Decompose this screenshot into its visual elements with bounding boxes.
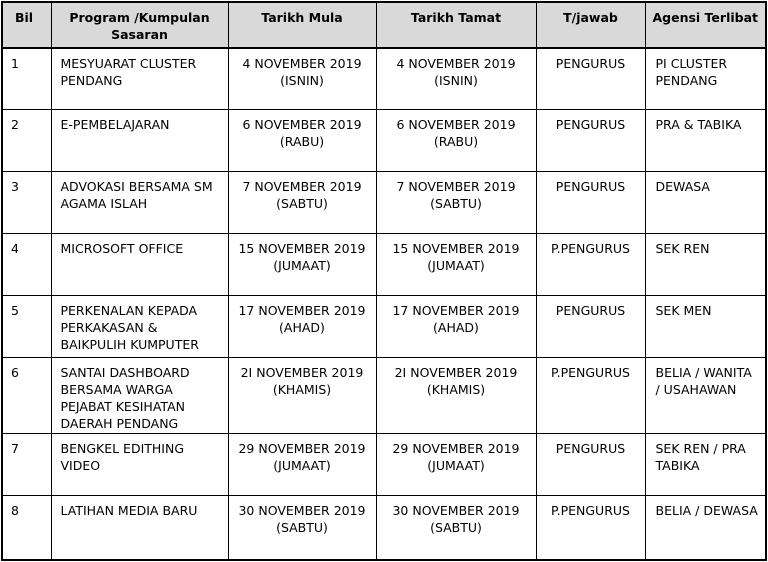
header-agency: Agensi Terlibat [645, 2, 766, 48]
cell-end-date-line: 30 NOVEMBER 2019 [392, 502, 520, 518]
cell-agency-line: BELIA / DEWASA [655, 502, 758, 518]
cell-program-line: PENDANG [60, 73, 123, 88]
cell-end-date [376, 295, 536, 357]
cell-end-date-line: (AHAD) [433, 319, 479, 335]
cell-end-date-line: (ISNIN) [434, 73, 478, 88]
cell-start-date [228, 433, 376, 495]
cell-end-date-line: 2I NOVEMBER 2019 [394, 364, 518, 380]
cell-program-line: PERKAKASAN & [60, 319, 158, 335]
cell-program [51, 295, 228, 357]
cell-end-date [376, 433, 536, 495]
cell-agency [645, 357, 766, 433]
cell-program-line: SANTAI DASHBOARD [60, 364, 190, 380]
cell-program-line: VIDEO [60, 457, 101, 473]
cell-responsible: P.PENGURUS [536, 495, 645, 560]
cell-bil: 6 [2, 357, 51, 433]
cell-agency [645, 433, 766, 495]
schedule-table [1, 1, 767, 561]
cell-agency-line: SEK REN / PRA [655, 440, 746, 456]
cell-start-date-line: 7 NOVEMBER 2019 [242, 178, 362, 194]
cell-agency-line: TABIKA [655, 457, 700, 473]
cell-agency-line: SEK MEN [655, 302, 712, 318]
cell-agency [645, 495, 766, 560]
header-program [51, 2, 228, 48]
cell-end-date [376, 233, 536, 295]
cell-bil: 1 [2, 48, 51, 109]
cell-program-line: BAIKPULIH KUMPUTER [60, 336, 199, 352]
cell-start-date-line: 17 NOVEMBER 2019 [238, 302, 366, 318]
cell-start-date [228, 171, 376, 233]
cell-end-date-line: (RABU) [433, 133, 479, 149]
cell-start-date [228, 495, 376, 560]
cell-end-date-line: (JUMAAT) [427, 457, 485, 473]
cell-end-date [376, 171, 536, 233]
cell-bil: 7 [2, 433, 51, 495]
table-row [2, 295, 766, 357]
table-row [2, 495, 766, 560]
cell-agency-line: PI CLUSTER [655, 56, 728, 71]
cell-program [51, 433, 228, 495]
cell-start-date-line: (JUMAAT) [273, 457, 331, 473]
table-header [2, 2, 766, 48]
table-row [2, 171, 766, 233]
cell-start-date-line: (KHAMIS) [272, 381, 332, 397]
header-end-date: Tarikh Tamat [376, 2, 536, 48]
cell-start-date [228, 233, 376, 295]
header-responsible: T/jawab [536, 2, 645, 48]
cell-end-date-line: (JUMAAT) [427, 257, 485, 273]
cell-responsible: PENGURUS [536, 48, 645, 109]
cell-agency-line: DEWASA [655, 178, 710, 194]
cell-start-date-line: 29 NOVEMBER 2019 [238, 440, 366, 456]
cell-start-date-line: 4 NOVEMBER 2019 [242, 56, 362, 71]
cell-responsible: PENGURUS [536, 433, 645, 495]
cell-end-date-line: (SABTU) [430, 519, 482, 535]
cell-agency [645, 109, 766, 171]
cell-agency-line: BELIA / WANITA [655, 364, 752, 380]
cell-start-date-line: 6 NOVEMBER 2019 [242, 116, 362, 132]
cell-responsible: P.PENGURUS [536, 357, 645, 433]
cell-start-date-line: (JUMAAT) [273, 257, 331, 273]
cell-end-date-line: (KHAMIS) [426, 381, 486, 397]
cell-program [51, 233, 228, 295]
cell-start-date-line: (SABTU) [276, 195, 328, 211]
cell-program [51, 171, 228, 233]
header-start-date: Tarikh Mula [228, 2, 376, 48]
cell-end-date [376, 495, 536, 560]
cell-end-date [376, 357, 536, 433]
cell-bil: 5 [2, 295, 51, 357]
cell-end-date-line: 6 NOVEMBER 2019 [396, 116, 516, 132]
cell-start-date [228, 109, 376, 171]
cell-program-line: AGAMA ISLAH [60, 195, 148, 211]
table-row [2, 233, 766, 295]
cell-bil: 4 [2, 233, 51, 295]
cell-end-date-line: 17 NOVEMBER 2019 [392, 302, 520, 318]
cell-responsible: PENGURUS [536, 171, 645, 233]
cell-end-date-line: 29 NOVEMBER 2019 [392, 440, 520, 456]
cell-program-line: ADVOKASI BERSAMA SM [60, 178, 213, 194]
table-body [2, 48, 766, 560]
header-program-line1: Program /Kumpulan [69, 10, 210, 25]
cell-program-line: PEJABAT KESIHATAN [60, 398, 185, 414]
cell-responsible: P.PENGURUS [536, 233, 645, 295]
header-row [2, 2, 766, 48]
table-row [2, 357, 766, 433]
cell-end-date-line: 4 NOVEMBER 2019 [396, 56, 516, 71]
cell-agency [645, 171, 766, 233]
header-bil: Bil [2, 2, 51, 48]
cell-bil: 8 [2, 495, 51, 560]
cell-program-line: BENGKEL EDITHING [60, 440, 185, 456]
cell-program [51, 48, 228, 109]
cell-start-date-line: (ISNIN) [280, 73, 324, 88]
cell-responsible: PENGURUS [536, 295, 645, 357]
cell-start-date [228, 357, 376, 433]
cell-program-line: MESYUARAT CLUSTER [60, 56, 197, 71]
cell-bil: 3 [2, 171, 51, 233]
cell-end-date [376, 48, 536, 109]
cell-bil: 2 [2, 109, 51, 171]
cell-start-date-line: (SABTU) [276, 519, 328, 535]
cell-agency [645, 295, 766, 357]
cell-agency-line: PENDANG [655, 73, 718, 88]
cell-program-line: BERSAMA WARGA [60, 381, 173, 397]
cell-start-date-line: (AHAD) [279, 319, 325, 335]
header-program-line2: Sasaran [111, 27, 168, 42]
cell-start-date-line: (RABU) [279, 133, 325, 149]
table-row [2, 433, 766, 495]
cell-end-date-line: (SABTU) [430, 195, 482, 211]
cell-start-date-line: 15 NOVEMBER 2019 [238, 240, 366, 256]
cell-start-date-line: 2I NOVEMBER 2019 [240, 364, 364, 380]
cell-end-date [376, 109, 536, 171]
cell-responsible: PENGURUS [536, 109, 645, 171]
cell-program [51, 495, 228, 560]
cell-program-line: E-PEMBELAJARAN [60, 116, 170, 132]
cell-agency-line: PRA & TABIKA [655, 116, 742, 132]
cell-program [51, 357, 228, 433]
cell-end-date-line: 15 NOVEMBER 2019 [392, 240, 520, 256]
cell-program-line: MICROSOFT OFFICE [60, 240, 184, 256]
cell-start-date-line: 30 NOVEMBER 2019 [238, 502, 366, 518]
cell-agency [645, 233, 766, 295]
cell-start-date [228, 295, 376, 357]
cell-agency [645, 48, 766, 109]
cell-agency-line: SEK REN [655, 240, 710, 256]
cell-program-line: LATIHAN MEDIA BARU [60, 502, 198, 518]
cell-program-line: PERKENALAN KEPADA [60, 302, 198, 318]
table-row [2, 109, 766, 171]
cell-program [51, 109, 228, 171]
cell-end-date-line: 7 NOVEMBER 2019 [396, 178, 516, 194]
table-row [2, 48, 766, 109]
cell-agency-line: / USAHAWAN [655, 381, 737, 397]
cell-start-date [228, 48, 376, 109]
cell-program-line: DAERAH PENDANG [60, 415, 179, 431]
